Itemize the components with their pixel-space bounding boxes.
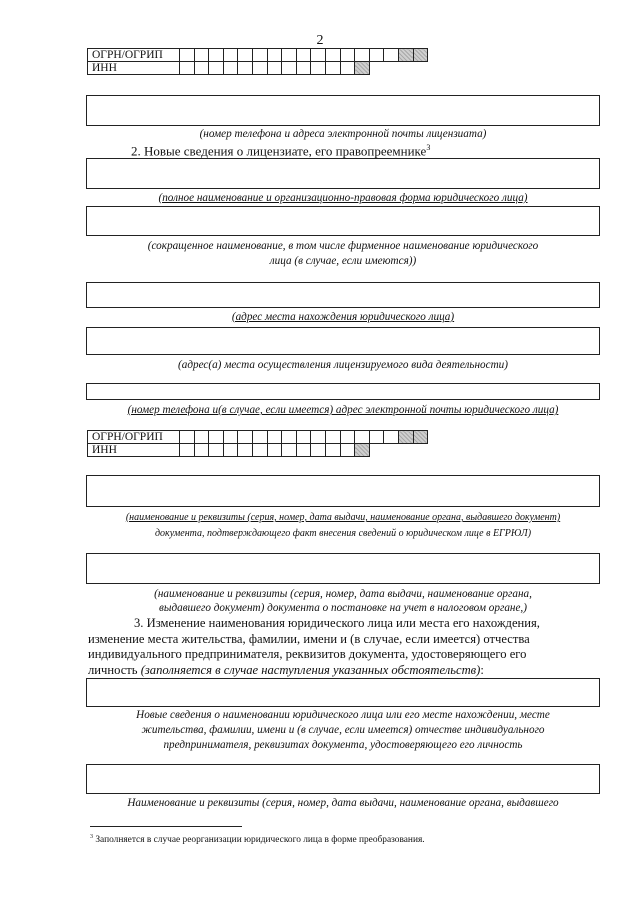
inn-cell[interactable] <box>267 62 282 75</box>
ogrn-cell[interactable] <box>369 431 384 444</box>
ogrn-cell[interactable] <box>340 49 355 62</box>
inn-cell[interactable] <box>194 62 209 75</box>
inn-label: ИНН <box>88 444 180 457</box>
ogrn-cell[interactable] <box>282 431 297 444</box>
entity-contacts-field[interactable] <box>86 383 600 400</box>
ogrn-cell[interactable] <box>238 49 253 62</box>
new-info-field[interactable] <box>86 678 600 707</box>
licensee-contacts-field[interactable] <box>86 95 600 126</box>
ogrn-cell[interactable] <box>311 431 326 444</box>
inn-cell[interactable] <box>252 62 267 75</box>
section-3-line2: изменение места жительства, фамилии, имени и (в случае, если имеется) отчества <box>88 631 530 646</box>
egrul-document-caption-line1: (наименование и реквизиты (серия, номер, дата выдачи, наименование органа, выдавшего документ) <box>125 512 561 523</box>
egrul-document-field[interactable] <box>86 475 600 507</box>
ogrn-cell[interactable] <box>209 431 224 444</box>
inn-cell[interactable] <box>340 444 355 457</box>
tax-document-field[interactable] <box>86 553 600 584</box>
new-info-caption-line1: Новые сведения о наименовании юридического лица или его месте нахождении, месте <box>136 709 550 721</box>
section-3-line4 <box>88 663 600 679</box>
inn-cell[interactable] <box>238 444 253 457</box>
inn-cell[interactable] <box>311 444 326 457</box>
section-3-line4-note: (заполняется в случае наступления указанных обстоятельств) <box>140 662 481 677</box>
inn-cell[interactable] <box>238 62 253 75</box>
ogrn-cell[interactable] <box>384 431 399 444</box>
ogrn-cell[interactable] <box>267 49 282 62</box>
inn-cell[interactable] <box>296 444 311 457</box>
ogrn-cell-shaded <box>413 431 428 444</box>
codes-table-top <box>87 48 428 75</box>
short-name-caption-line1: (сокращенное наименование, в том числе фирменное наименование юридического <box>147 240 539 252</box>
ogrn-cell[interactable] <box>311 49 326 62</box>
ogrn-cell[interactable] <box>209 49 224 62</box>
section-3-line4-end: : <box>480 662 484 677</box>
inn-cell[interactable] <box>223 444 238 457</box>
ogrn-cell[interactable] <box>282 49 297 62</box>
section-3-paragraph <box>88 616 600 678</box>
ogrn-cell-shaded <box>398 49 413 62</box>
footnote-text: Заполняется в случае реорганизации юридического лица в форме преобразования. <box>95 835 425 846</box>
ogrn-cell[interactable] <box>340 431 355 444</box>
ogrn-cell[interactable] <box>369 49 384 62</box>
ogrn-label: ОГРН/ОГРИП <box>88 431 180 444</box>
ogrn-cell[interactable] <box>223 431 238 444</box>
address-location-caption: (адрес места нахождения юридического лица) <box>231 311 455 323</box>
inn-row <box>88 444 428 457</box>
inn-cell[interactable] <box>223 62 238 75</box>
identity-document-field[interactable] <box>86 764 600 794</box>
full-name-caption: (полное наименование и организационно-правовая форма юридического лица) <box>158 192 528 204</box>
ogrn-cell[interactable] <box>194 49 209 62</box>
ogrn-label: ОГРН/ОГРИП <box>88 49 180 62</box>
ogrn-cell[interactable] <box>238 431 253 444</box>
address-activity-field[interactable] <box>86 327 600 355</box>
inn-cell[interactable] <box>325 444 340 457</box>
inn-cell[interactable] <box>180 62 195 75</box>
egrul-document-caption-line2: документа, подтверждающего факт внесения сведений о юридическом лице в ЕГРЮЛ) <box>154 528 532 539</box>
ogrn-row <box>88 431 428 444</box>
inn-cell[interactable] <box>194 444 209 457</box>
page-number: 2 <box>316 33 324 48</box>
inn-cell[interactable] <box>180 444 195 457</box>
inn-cell[interactable] <box>252 444 267 457</box>
ogrn-cell[interactable] <box>180 431 195 444</box>
inn-cell-shaded <box>355 444 370 457</box>
ogrn-cell-shaded <box>398 431 413 444</box>
inn-cell[interactable] <box>325 62 340 75</box>
ogrn-cell[interactable] <box>267 431 282 444</box>
ogrn-cell-shaded <box>413 49 428 62</box>
inn-label: ИНН <box>88 62 180 75</box>
section-3-line1-text: Изменение наименования юридического лица или места его нахождения, <box>146 616 540 630</box>
ogrn-cell[interactable] <box>223 49 238 62</box>
tax-document-caption-line1: (наименование и реквизиты (серия, номер, дата выдачи, наименование органа, <box>154 588 532 600</box>
section-2-heading-text: 2. Новые сведения о лицензиате, его правопреемнике <box>131 143 427 159</box>
ogrn-cell[interactable] <box>384 49 399 62</box>
section-3-line4-text: личность <box>88 662 141 677</box>
footnote <box>90 834 425 845</box>
inn-cell[interactable] <box>282 444 297 457</box>
inn-cell[interactable] <box>340 62 355 75</box>
ogrn-cell[interactable] <box>296 49 311 62</box>
ogrn-cell[interactable] <box>296 431 311 444</box>
inn-cell[interactable] <box>209 444 224 457</box>
ogrn-cell[interactable] <box>180 49 195 62</box>
address-location-field[interactable] <box>86 282 600 308</box>
tax-document-caption-line2: выдавшего документ) документа о постановке на учет в налоговом органе,) <box>159 602 527 614</box>
new-info-caption-line3: предпринимателя, реквизитах документа, удостоверяющего его личность <box>163 739 523 751</box>
ogrn-cell[interactable] <box>325 431 340 444</box>
short-name-field[interactable] <box>86 206 600 236</box>
address-activity-caption: (адрес(а) места осуществления лицензируемого вида деятельности) <box>178 359 508 371</box>
inn-cell[interactable] <box>282 62 297 75</box>
section-2-heading <box>131 143 430 159</box>
ogrn-cell[interactable] <box>252 49 267 62</box>
section-3-line1 <box>88 616 600 632</box>
inn-cell[interactable] <box>209 62 224 75</box>
footnote-divider <box>90 826 242 827</box>
ogrn-cell[interactable] <box>355 49 370 62</box>
identity-document-caption-line1: Наименование и реквизиты (серия, номер, дата выдачи, наименование органа, выдавшего <box>127 797 559 809</box>
inn-row <box>88 62 428 75</box>
footnote-marker: 3 <box>90 834 93 840</box>
licensee-contacts-caption: (номер телефона и адреса электронной почты лицензиата) <box>199 128 487 140</box>
codes-table-second <box>87 430 428 457</box>
ogrn-cell[interactable] <box>325 49 340 62</box>
inn-cell[interactable] <box>311 62 326 75</box>
entity-contacts-caption: (номер телефона и(в случае, если имеется) адрес электронной почты юридического лица) <box>127 404 559 416</box>
inn-cell[interactable] <box>296 62 311 75</box>
section-3-number: 3. <box>134 616 144 630</box>
ogrn-row <box>88 49 428 62</box>
full-name-field[interactable] <box>86 158 600 189</box>
ogrn-cell[interactable] <box>355 431 370 444</box>
ogrn-cell[interactable] <box>194 431 209 444</box>
short-name-caption-line2: лица (в случае, если имеются)) <box>269 255 417 267</box>
section-3-line3: индивидуального предпринимателя, реквизитов документа, удостоверяющего его <box>88 647 527 661</box>
inn-cell-shaded <box>355 62 370 75</box>
inn-cell[interactable] <box>267 444 282 457</box>
footnote-ref: 3 <box>426 143 431 152</box>
new-info-caption-line2: жительства, фамилии, имени и (в случае, если имеется) отчестве индивидуального <box>141 724 545 736</box>
ogrn-cell[interactable] <box>252 431 267 444</box>
